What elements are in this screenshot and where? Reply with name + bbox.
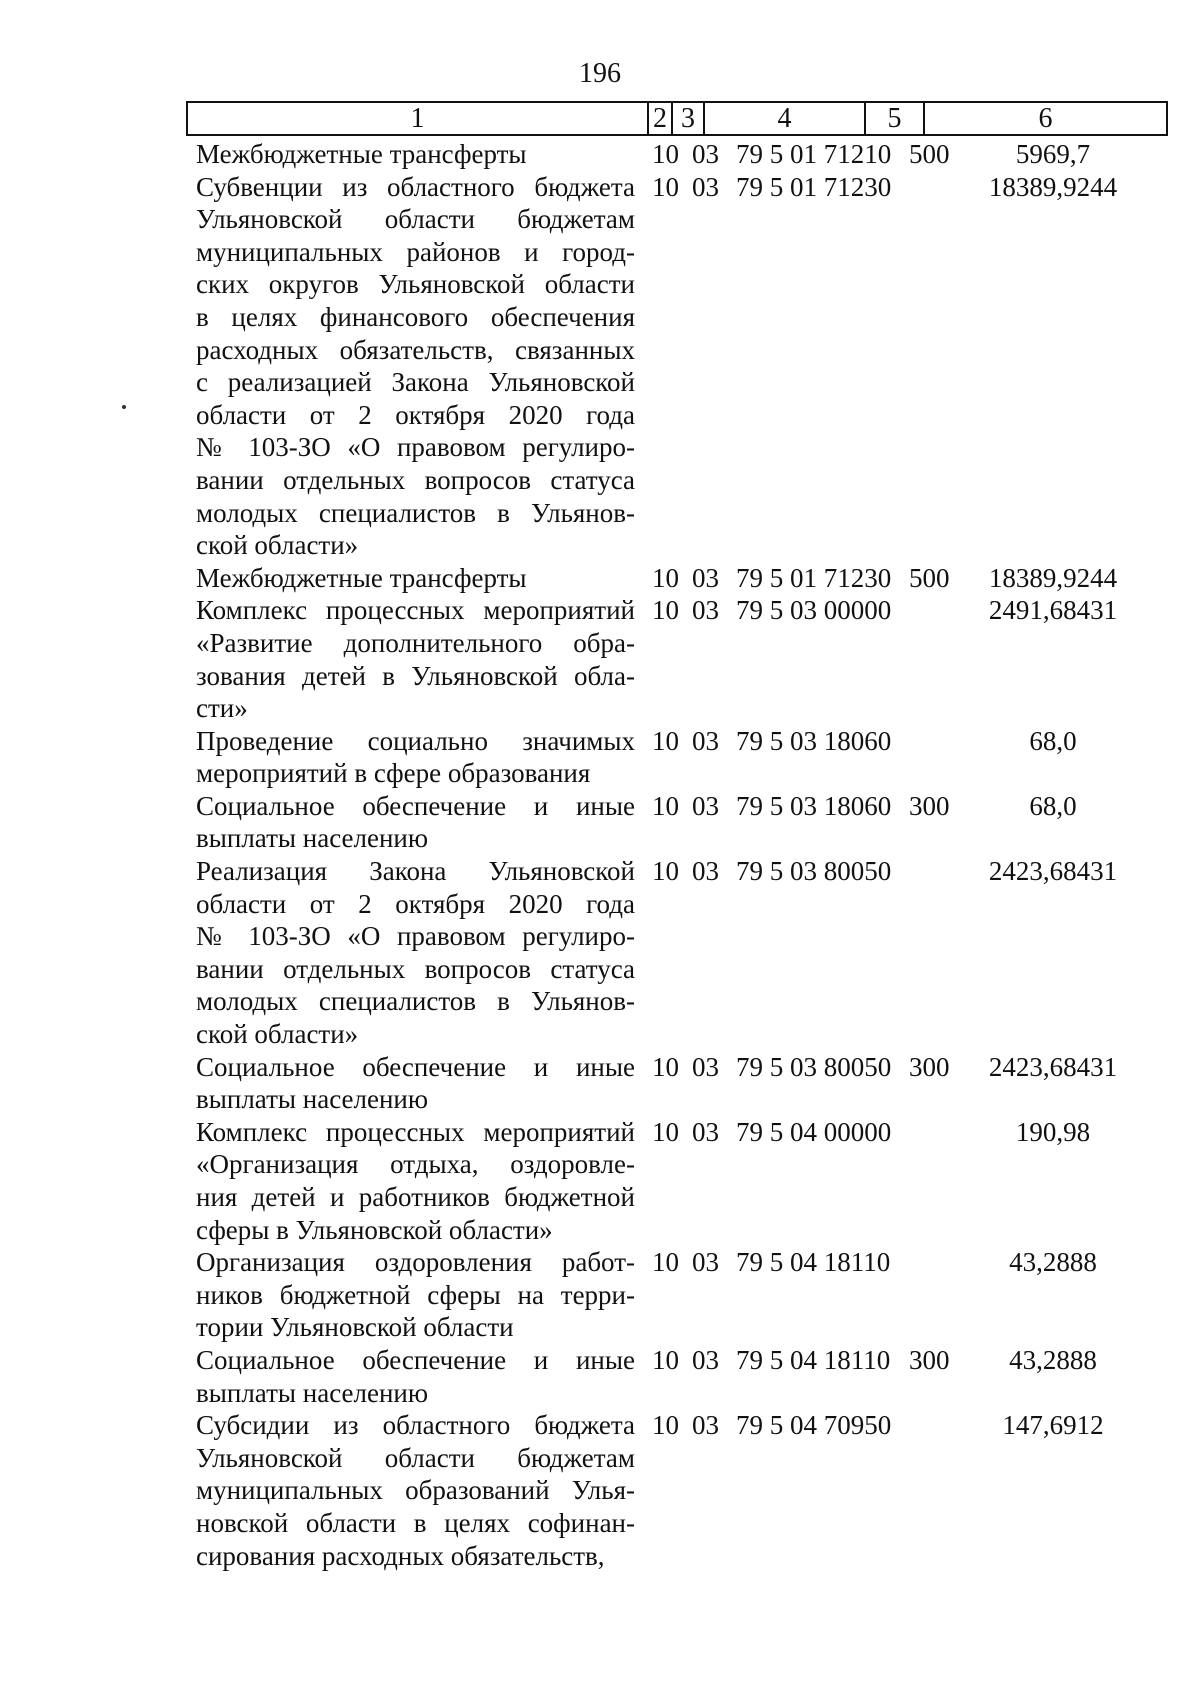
amount-value: 43,2888 bbox=[1009, 1344, 1097, 1375]
header-col-3: 3 bbox=[671, 103, 703, 134]
row-name-line: Социальное обеспечение и иные bbox=[196, 1344, 635, 1375]
subsection-code: 03 bbox=[692, 1344, 719, 1375]
section-code: 10 bbox=[652, 1410, 679, 1441]
target-article-code: 79 5 04 00000 bbox=[736, 1116, 892, 1147]
section-code: 10 bbox=[652, 139, 679, 169]
section-code: 10 bbox=[652, 1247, 679, 1278]
row-name-line: Комплекс процессных мероприятий bbox=[196, 1116, 635, 1147]
table-row bbox=[0, 171, 1200, 562]
subsection-code: 03 bbox=[692, 1116, 719, 1147]
header-col-4: 4 bbox=[703, 103, 864, 134]
table-row bbox=[0, 855, 1200, 1051]
row-name-line: новской области в целях софинан- bbox=[196, 1507, 635, 1538]
row-name-line: Межбюджетные трансферты bbox=[196, 562, 527, 593]
row-name bbox=[196, 1051, 635, 1116]
subsection-code: 03 bbox=[692, 171, 719, 202]
table-row bbox=[0, 1246, 1200, 1344]
row-name bbox=[196, 1409, 635, 1572]
amount-value: 190,98 bbox=[1015, 1116, 1091, 1147]
row-name bbox=[196, 594, 635, 724]
target-article-code: 79 5 03 18060 bbox=[736, 725, 892, 756]
row-name-line: ской области» bbox=[196, 1019, 359, 1050]
row-name bbox=[196, 1344, 635, 1409]
section-code: 10 bbox=[652, 595, 679, 626]
header-col-5: 5 bbox=[864, 103, 923, 134]
row-name-line: Ульяновской области бюджетам bbox=[196, 204, 635, 235]
subsection-code: 03 bbox=[692, 725, 719, 756]
row-name-line: молодых специалистов в Ульянов- bbox=[196, 986, 635, 1017]
table-row bbox=[0, 1409, 1200, 1572]
row-name-line: Комплекс процессных мероприятий bbox=[196, 595, 635, 626]
section-code: 10 bbox=[652, 562, 679, 593]
expense-type-code: 500 bbox=[909, 139, 950, 169]
row-name-line: молодых специалистов в Ульянов- bbox=[196, 497, 635, 528]
target-article-code: 79 5 03 80050 bbox=[736, 856, 892, 887]
expense-type-code: 300 bbox=[909, 1051, 950, 1082]
section-code: 10 bbox=[652, 725, 679, 756]
header-col-2: 2 bbox=[647, 103, 671, 134]
table-row bbox=[0, 138, 1200, 171]
expense-type-code: 300 bbox=[909, 1344, 950, 1375]
row-name-line: ской области» bbox=[196, 530, 359, 561]
row-name-line: в целях финансового обеспечения bbox=[196, 301, 635, 332]
row-name-line: мероприятий в сфере образования bbox=[196, 758, 591, 789]
row-name-line: муниципальных районов и город- bbox=[196, 236, 635, 267]
row-name-line: сти» bbox=[196, 693, 248, 724]
row-name bbox=[196, 1246, 635, 1344]
section-code: 10 bbox=[652, 856, 679, 887]
section-code: 10 bbox=[652, 1116, 679, 1147]
row-name bbox=[196, 562, 635, 595]
table-row bbox=[0, 1116, 1200, 1246]
table-body bbox=[0, 138, 1200, 1572]
subsection-code: 03 bbox=[692, 139, 719, 169]
row-name-line: Социальное обеспечение и иные bbox=[196, 1051, 635, 1082]
section-code: 10 bbox=[652, 1344, 679, 1375]
row-name-line: области от 2 октября 2020 года bbox=[196, 399, 635, 430]
amount-value: 2423,68431 bbox=[988, 1051, 1118, 1082]
amount-value: 68,0 bbox=[1029, 725, 1077, 756]
row-name-line: расходных обязательств, связанных bbox=[196, 334, 635, 365]
row-name-line: вании отдельных вопросов статуса bbox=[196, 953, 635, 984]
amount-value: 18389,9244 bbox=[988, 562, 1118, 593]
row-name-line: Субсидии из областного бюджета bbox=[196, 1410, 635, 1441]
table-row bbox=[0, 790, 1200, 855]
row-name bbox=[196, 855, 635, 1051]
scan-speck bbox=[122, 405, 126, 409]
row-name-line: ников бюджетной сферы на терри- bbox=[196, 1279, 635, 1310]
target-article-code: 79 5 03 00000 bbox=[736, 595, 892, 626]
row-name-line: № 103-ЗО «О правовом регулиро- bbox=[196, 432, 635, 463]
amount-value: 68,0 bbox=[1029, 790, 1077, 821]
subsection-code: 03 bbox=[692, 1410, 719, 1441]
table-header-row bbox=[186, 101, 1168, 136]
target-article-code: 79 5 04 18110 bbox=[736, 1247, 891, 1278]
target-article-code: 79 5 03 80050 bbox=[736, 1051, 892, 1082]
amount-value: 18389,9244 bbox=[988, 171, 1118, 202]
target-article-code: 79 5 04 70950 bbox=[736, 1410, 892, 1441]
row-name-line: выплаты населению bbox=[196, 1084, 429, 1115]
row-name-line: выплаты населению bbox=[196, 1377, 429, 1408]
amount-value: 43,2888 bbox=[1009, 1247, 1097, 1278]
row-name bbox=[196, 790, 635, 855]
target-article-code: 79 5 04 18110 bbox=[736, 1344, 891, 1375]
row-name-line: выплаты населению bbox=[196, 823, 429, 854]
row-name-line: Реализация Закона Ульяновской bbox=[196, 856, 635, 887]
row-name-line: сирования расходных обязательств, bbox=[196, 1540, 605, 1571]
row-name-line: «Организация отдыха, оздоровле- bbox=[196, 1149, 635, 1180]
row-name-line: Субвенции из областного бюджета bbox=[196, 171, 635, 202]
row-name-line: тории Ульяновской области bbox=[196, 1312, 514, 1343]
row-name-line: Межбюджетные трансферты bbox=[196, 139, 527, 169]
row-name bbox=[196, 725, 635, 790]
amount-value: 2423,68431 bbox=[988, 856, 1118, 887]
row-name-line: ских округов Ульяновской области bbox=[196, 269, 635, 300]
row-name-line: с реализацией Закона Ульяновской bbox=[196, 367, 635, 398]
table-row bbox=[0, 594, 1200, 724]
target-article-code: 79 5 01 71210 bbox=[736, 139, 892, 169]
target-article-code: 79 5 03 18060 bbox=[736, 790, 892, 821]
row-name-line: Проведение социально значимых bbox=[196, 725, 635, 756]
subsection-code: 03 bbox=[692, 595, 719, 626]
header-col-6: 6 bbox=[923, 103, 1166, 134]
subsection-code: 03 bbox=[692, 790, 719, 821]
row-name-line: муниципальных образований Улья- bbox=[196, 1475, 635, 1506]
subsection-code: 03 bbox=[692, 562, 719, 593]
subsection-code: 03 bbox=[692, 856, 719, 887]
expense-type-code: 300 bbox=[909, 790, 950, 821]
row-name bbox=[196, 171, 635, 562]
row-name bbox=[196, 1116, 635, 1246]
table-row bbox=[0, 1344, 1200, 1409]
row-name-line: зования детей в Ульяновской обла- bbox=[196, 660, 635, 691]
section-code: 10 bbox=[652, 1051, 679, 1082]
row-name-line: вании отдельных вопросов статуса bbox=[196, 464, 635, 495]
amount-value: 2491,68431 bbox=[988, 595, 1118, 626]
expense-type-code: 500 bbox=[909, 562, 950, 593]
table-row bbox=[0, 562, 1200, 595]
table-row bbox=[0, 1051, 1200, 1116]
row-name-line: Организация оздоровления работ- bbox=[196, 1247, 635, 1278]
subsection-code: 03 bbox=[692, 1051, 719, 1082]
page-number: 196 bbox=[579, 58, 621, 89]
section-code: 10 bbox=[652, 790, 679, 821]
row-name-line: Ульяновской области бюджетам bbox=[196, 1442, 635, 1473]
target-article-code: 79 5 01 71230 bbox=[736, 562, 892, 593]
header-col-1: 1 bbox=[410, 103, 425, 134]
section-code: 10 bbox=[652, 171, 679, 202]
subsection-code: 03 bbox=[692, 1247, 719, 1278]
row-name bbox=[196, 138, 635, 171]
amount-value: 5969,7 bbox=[1015, 139, 1091, 169]
row-name-line: № 103-ЗО «О правовом регулиро- bbox=[196, 921, 635, 952]
target-article-code: 79 5 01 71230 bbox=[736, 171, 892, 202]
row-name-line: ния детей и работников бюджетной bbox=[196, 1182, 635, 1212]
row-name-line: «Развитие дополнительного обра- bbox=[196, 627, 635, 658]
table-row bbox=[0, 725, 1200, 790]
row-name-line: сферы в Ульяновской области» bbox=[196, 1214, 553, 1245]
amount-value: 147,6912 bbox=[1002, 1410, 1104, 1441]
row-name-line: Социальное обеспечение и иные bbox=[196, 790, 635, 821]
row-name-line: области от 2 октября 2020 года bbox=[196, 888, 635, 919]
